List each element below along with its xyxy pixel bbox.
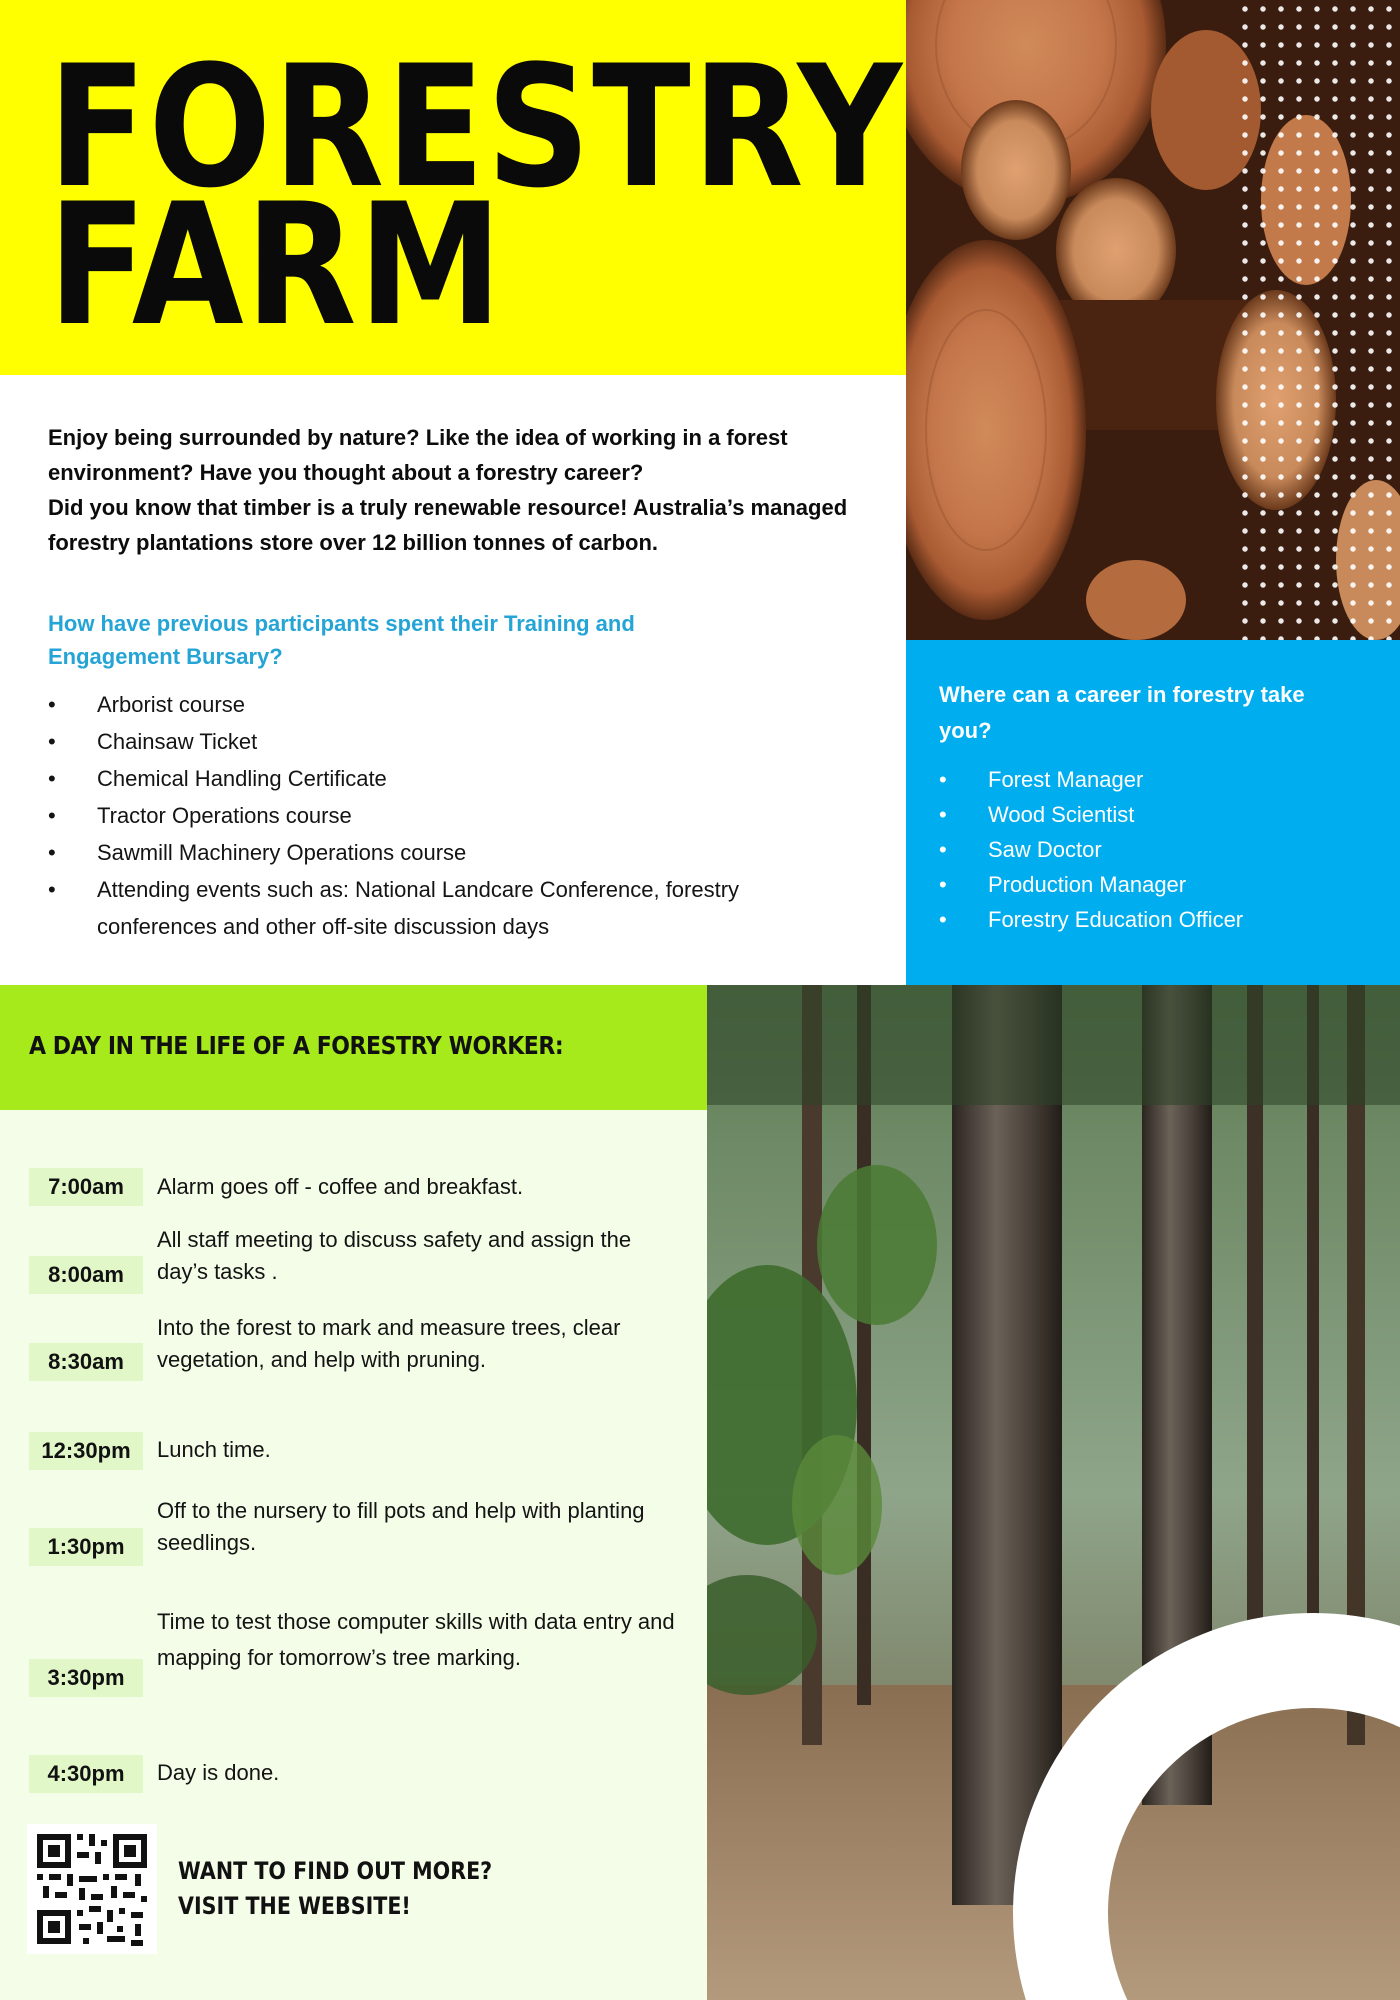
list-item (48, 723, 808, 760)
schedule-item-text: Time to test those computer skills with data entry and mapping for tomorrow’s tree marking. (157, 1609, 675, 1670)
career-item-label: Production Manager (988, 872, 1187, 897)
cta-line-1: WANT TO FIND OUT MORE? (178, 1857, 493, 1885)
career-item-label: Wood Scientist (988, 802, 1135, 827)
bullet: • (939, 907, 947, 932)
time-badge: 8:00am (29, 1256, 143, 1294)
forest-photo (707, 985, 1400, 2000)
bullet: • (48, 877, 56, 902)
list-item (939, 902, 1379, 937)
time-badge: 4:30pm (29, 1755, 143, 1793)
schedule-item-text: All staff meeting to discuss safety and assign the day’s tasks . (157, 1227, 632, 1284)
career-item-label: Saw Doctor (988, 837, 1102, 862)
career-heading: Where can a career in forestry take you? (939, 682, 1305, 743)
schedule-item-text: Day is done. (157, 1760, 280, 1785)
bullet: • (48, 803, 56, 828)
day-in-life-header (0, 985, 707, 1110)
time-badge: 1:30pm (29, 1528, 143, 1566)
qr-code[interactable] (27, 1824, 157, 1954)
time-badge: 7:00am (29, 1168, 143, 1206)
list-item (939, 867, 1379, 902)
intro-paragraph-2: Did you know that timber is a truly renewable resource! Australia’s managed forestry plantations store over 12 billion tonnes of carbon. (48, 495, 848, 555)
career-item-label: Forest Manager (988, 767, 1144, 792)
bullet: • (48, 766, 56, 791)
list-item (48, 871, 808, 945)
cta-line-2: VISIT THE WEBSITE! (178, 1892, 411, 1920)
bursary-list (48, 686, 808, 945)
bursary-item-label: Sawmill Machinery Operations course (97, 840, 467, 865)
list-item (48, 760, 808, 797)
timber-logs-photo (906, 0, 1400, 640)
schedule-item-text: Lunch time. (157, 1437, 271, 1462)
bullet: • (939, 837, 947, 862)
bullet: • (48, 840, 56, 865)
day-in-life-heading: A DAY IN THE LIFE OF A FORESTRY WORKER: (29, 1031, 564, 1060)
bullet: • (939, 767, 947, 792)
schedule-item-text: Alarm goes off - coffee and breakfast. (157, 1174, 524, 1199)
schedule-item-text: Into the forest to mark and measure trees, clear vegetation, and help with pruning. (157, 1315, 621, 1372)
qr-code-icon (27, 1824, 157, 1954)
bursary-heading: How have previous participants spent their Training and Engagement Bursary? (48, 611, 635, 669)
list-item (939, 762, 1379, 797)
list-item (939, 832, 1379, 867)
bursary-item-label: Attending events such as: National Landcare Conference, forestry conferences and other off-site discussion days (97, 877, 740, 939)
list-item (48, 797, 808, 834)
title-block (0, 0, 906, 375)
career-item-label: Forestry Education Officer (988, 907, 1244, 932)
bullet: • (939, 802, 947, 827)
bursary-item-label: Chemical Handling Certificate (97, 766, 387, 791)
bursary-item-label: Arborist course (97, 692, 245, 717)
bullet: • (48, 692, 56, 717)
bursary-item-label: Tractor Operations course (97, 803, 352, 828)
bursary-item-label: Chainsaw Ticket (97, 729, 258, 754)
schedule-item-text: Off to the nursery to fill pots and help with planting seedlings. (157, 1498, 645, 1555)
time-badge: 12:30pm (29, 1432, 143, 1470)
time-badge: 3:30pm (29, 1659, 143, 1697)
call-to-action (178, 1854, 492, 1924)
career-list (939, 762, 1379, 937)
list-item (939, 797, 1379, 832)
page-title-line-1: FORESTRY (48, 29, 904, 225)
list-item (48, 686, 808, 723)
page-title-line-2: FARM (48, 167, 504, 363)
intro-paragraph-1: Enjoy being surrounded by nature? Like the idea of working in a forest environment? Have you thought about a forestry career? (48, 425, 788, 485)
bullet: • (48, 729, 56, 754)
dot-pattern (1236, 0, 1400, 640)
bullet: • (939, 872, 947, 897)
career-panel (906, 640, 1400, 985)
list-item (48, 834, 808, 871)
intro-text (48, 420, 868, 560)
time-badge: 8:30am (29, 1343, 143, 1381)
